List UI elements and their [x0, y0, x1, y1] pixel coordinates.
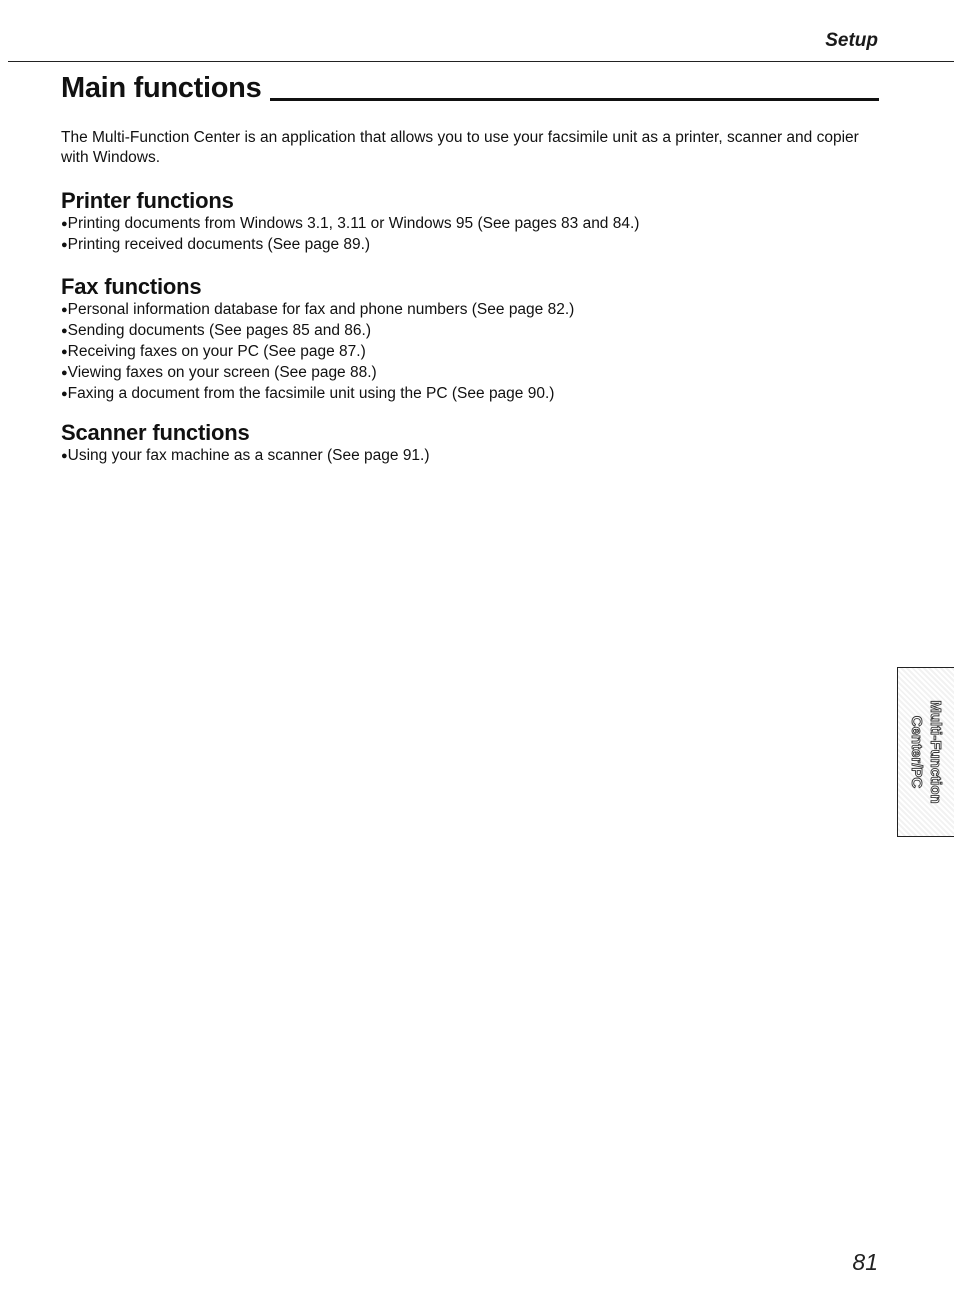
bullet-icon: ● — [61, 388, 68, 400]
header-section-label: Setup — [825, 30, 878, 51]
page-title-row — [61, 74, 879, 103]
bullet-icon: ● — [61, 367, 68, 379]
list-item: ●Viewing faxes on your screen (See page 88.) — [61, 364, 377, 381]
side-tab-line: Multi-Function — [927, 700, 944, 804]
bullet-list — [61, 214, 881, 256]
list-item: ●Personal information database for fax and phone numbers (See page 82.) — [61, 301, 575, 318]
section-title: Printer functions — [61, 188, 234, 213]
bullet-icon: ● — [61, 239, 68, 251]
intro-paragraph: The Multi-Function Center is an application that allows you to use your facsimile unit as a printer, scanner and copier with Windows. — [61, 129, 859, 166]
section-printer-functions — [61, 188, 881, 256]
bullet-icon: ● — [61, 450, 68, 462]
bullet-icon: ● — [61, 218, 68, 230]
section-title: Fax functions — [61, 274, 202, 299]
bullet-list — [61, 446, 881, 467]
page-title: Main functions — [61, 72, 262, 104]
bullet-list — [61, 300, 881, 405]
bullet-icon: ● — [61, 325, 68, 337]
list-item: ●Faxing a document from the facsimile unit using the PC (See page 90.) — [61, 385, 555, 402]
header-rule — [8, 61, 954, 62]
section-scanner-functions — [61, 420, 881, 467]
side-tab-line: Center/PC — [908, 715, 925, 789]
title-underline — [270, 98, 879, 101]
side-tab-label — [907, 700, 945, 803]
list-item: ●Printing documents from Windows 3.1, 3.11 or Windows 95 (See pages 83 and 84.) — [61, 215, 640, 232]
page-number: 81 — [852, 1249, 878, 1275]
list-item: ●Receiving faxes on your PC (See page 87.) — [61, 343, 366, 360]
list-item: ●Printing received documents (See page 89.) — [61, 236, 371, 253]
list-item: ●Sending documents (See pages 85 and 86.) — [61, 322, 371, 339]
chapter-side-tab — [897, 667, 954, 837]
list-item: ●Using your fax machine as a scanner (See page 91.) — [61, 447, 430, 464]
bullet-icon: ● — [61, 346, 68, 358]
bullet-icon: ● — [61, 304, 68, 316]
section-title: Scanner functions — [61, 420, 250, 445]
section-fax-functions — [61, 274, 881, 405]
